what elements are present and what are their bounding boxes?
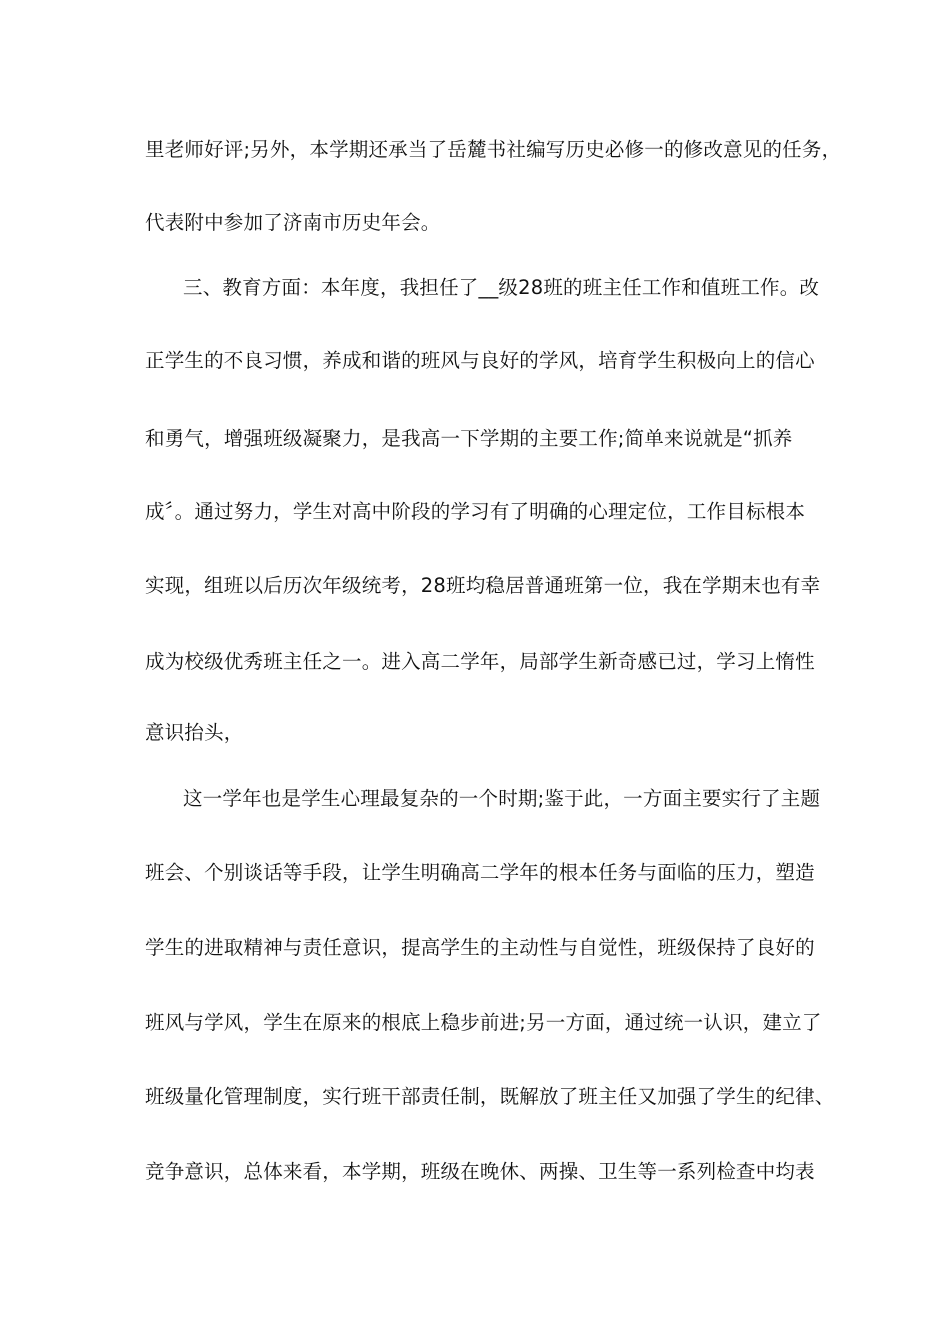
- text-line: 成为校级优秀班主任之一。进入高二学年，局部学生新奇感已过，学习上惰性: [145, 650, 815, 673]
- text-line: 成〞。通过努力，学生对高中阶段的学习有了明确的心理定位，工作目标根本: [145, 500, 806, 523]
- text-line: 实现，组班以后历次年级统考，28班均稳居普通班第一位，我在学期末也有幸: [145, 574, 821, 597]
- text-line: 和勇气，增强班级凝聚力，是我高一下学期的主要工作;简单来说就是“抓养: [145, 427, 793, 450]
- text-line: 代表附中参加了济南市历史年会。: [145, 211, 441, 234]
- text-line: 里老师好评;另外，本学期还承当了岳麓书社编写历史必修一的修改意见的任务，: [145, 138, 842, 161]
- text-line: 班级量化管理制度，实行班干部责任制，既解放了班主任又加强了学生的纪律、: [145, 1085, 835, 1108]
- paragraph-start-line: 三、教育方面：本年度，我担任了__级28班的班主任工作和值班工作。改: [183, 276, 820, 299]
- text-line: 正学生的不良习惯，养成和谐的班风与良好的学风，培育学生积极向上的信心: [145, 349, 815, 372]
- text-line: 班会、个别谈话等手段，让学生明确高二学年的根本任务与面临的压力，塑造: [145, 861, 815, 884]
- text-line: 竞争意识，总体来看，本学期，班级在晚休、两操、卫生等一系列检查中均表: [145, 1160, 815, 1183]
- text-line: 班风与学风，学生在原来的根底上稳步前进;另一方面，通过统一认识，建立了: [145, 1011, 822, 1034]
- paragraph-start-line: 这一学年也是学生心理最复杂的一个时期;鉴于此，一方面主要实行了主题: [183, 787, 821, 810]
- text-line: 意识抬头，: [145, 721, 244, 744]
- text-line: 学生的进取精神与责任意识，提高学生的主动性与自觉性，班级保持了良好的: [145, 936, 815, 959]
